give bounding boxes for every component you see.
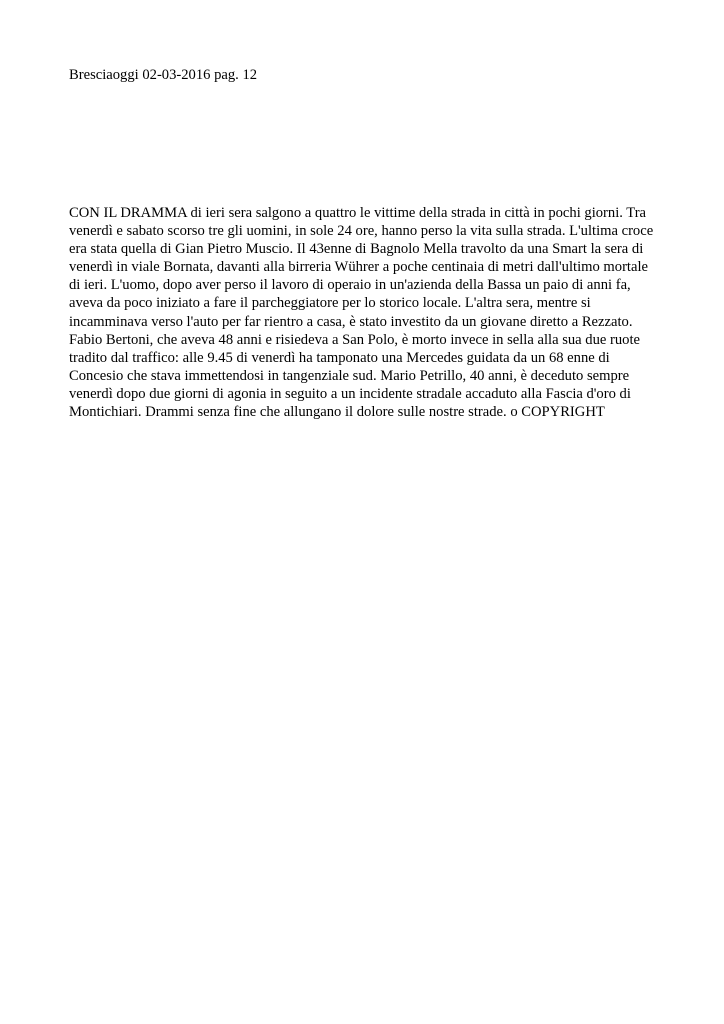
page-header: Bresciaoggi 02-03-2016 pag. 12 — [69, 67, 258, 83]
article-line: di ieri. L'uomo, dopo aver perso il lavoro di operaio in un'azienda della Bassa un paio di anni fa, — [69, 277, 631, 294]
article-line: venerdì in viale Bornata, davanti alla birreria Wührer a poche centinaia di metri dall'ultimo mortale — [69, 259, 648, 276]
article-line: venerdì dopo due giorni di agonia in seguito a un incidente stradale accaduto alla Fascia d'oro di — [69, 385, 631, 402]
article-line: era stata quella di Gian Pietro Muscio. Il 43enne di Bagnolo Mella travolto da una Smart la sera di — [69, 241, 644, 258]
article-line: incamminava verso l'auto per far rientro a casa, è stato investito da un giovane diretto a Rezzato. — [69, 313, 633, 330]
article-line: tradito dal traffico: alle 9.45 di venerdì ha tamponato una Mercedes guidata da un 68 enne di — [69, 349, 610, 366]
article-line: Fabio Bertoni, che aveva 48 anni e risiedeva a San Polo, è morto invece in sella alla sua due ruote — [69, 331, 641, 348]
article-line: Montichiari. Drammi senza fine che allungano il dolore sulle nostre strade. o COPYRIGHT — [69, 404, 605, 421]
article-body — [69, 204, 659, 421]
article-line: aveva da poco iniziato a fare il parcheggiatore per lo storico locale. L'altra sera, mentre si — [69, 295, 591, 312]
article-line: Concesio che stava immettendosi in tangenziale sud. Mario Petrillo, 40 anni, è deceduto sempre — [69, 367, 630, 384]
article-line: CON IL DRAMMA di ieri sera salgono a quattro le vittime della strada in città in pochi giorni. Tra — [69, 205, 647, 221]
article-line: venerdì e sabato scorso tre gli uomini, in sole 24 ore, hanno perso la vita sulla strada. L'ultima croce — [69, 223, 654, 240]
